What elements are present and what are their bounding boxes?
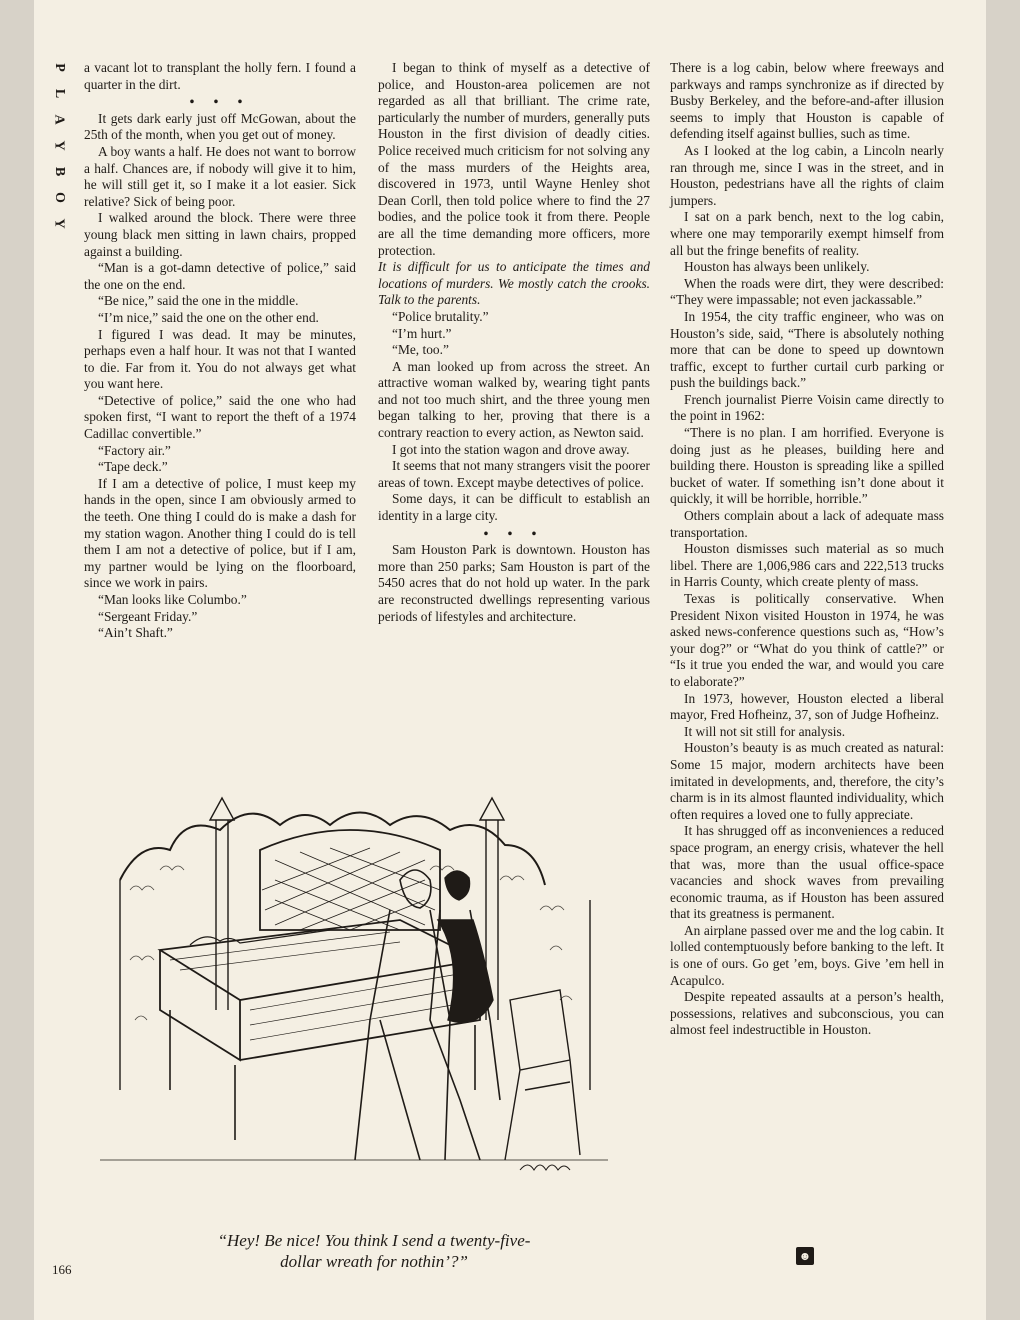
running-head-letter: A [52,114,67,126]
paragraph: If I am a detective of police, I must keep my hands in the open, since I am obviously armed to the teeth. One thing I could do is make a dash for my station wagon. Another thing I could do is tell them I am not a detective of police, but if I am, my partner would be lying on the floorboard, since we work in pairs. [84,475,356,591]
cartoon-illustration [100,760,608,1200]
paragraph: “Police brutality.” [392,308,489,324]
running-head-letter: P [52,63,67,73]
running-head-letter: Y [52,140,67,152]
page-number: 166 [52,1262,72,1277]
end-mark-icon: ☻ [796,1247,814,1265]
section-break: • • • [189,94,251,110]
paragraph: I got into the station wagon and drove away. [392,441,630,457]
paragraph: Some days, it can be difficult to establish an identity in a large city. [378,491,650,524]
caption-line-2: dollar wreath for nothin’?” [280,1252,468,1271]
paragraph: When the roads were dirt, they were described: “They were impassable; not even jackassable.” [670,275,944,308]
paragraph: French journalist Pierre Voisin came directly to the point in 1962: [670,391,944,424]
paragraph: It gets dark early just off McGowan, about the 25th of the month, when you get out of money. [84,110,356,143]
paragraph: In 1973, however, Houston elected a liberal mayor, Fred Hofheinz, 37, son of Judge Hofheinz. [670,690,944,723]
paragraph: I walked around the block. There were three young black men sitting in lawn chairs, propped against a building. [84,210,356,259]
paragraph: In 1954, the city traffic engineer, who was on Houston’s side, said, “There is absolutely nothing more that can be done to speed up downtown traffic, except to further curtail curb parking or push the buildings back.” [670,308,944,391]
paragraph: Others complain about a lack of adequate mass transportation. [670,508,944,540]
paragraph: I figured I was dead. It may be minutes, perhaps even a half hour. It was not that I wanted to die. Far from it. You do not always get what you want here. [84,326,356,392]
caption-line-1: “Hey! Be nice! You think I send a twenty-five- [217,1231,531,1250]
running-head-letter: L [52,88,67,100]
paragraph: a vacant lot to transplant the holly fern. I found a quarter in the dirt. [84,60,356,92]
paragraph: Houston dismisses such material as so much libel. There are 1,006,986 cars and 222,513 trucks in Harris County, which create plenty of mass. [670,541,944,590]
paragraph: “Ain’t Shaft.” [98,625,173,641]
paragraph: Houston has always been unlikely. [684,259,870,275]
text-column-2 [378,60,650,625]
paragraph: A boy wants a half. He does not want to borrow a half. Chances are, if nobody will give it to him, he will still get it, so I make it a lot easier. Sick relative? Sick of being poor. [84,143,356,209]
paragraph: As I looked at the log cabin, a Lincoln nearly ran through me, since I was in the street, and in Houston, pedestrians have all the rights of claim jumpers. [670,142,944,208]
text-column-3 [670,60,944,1039]
paragraph: “I’m nice,” said the one on the other end. [98,309,319,325]
paragraph: “Me, too.” [392,342,449,358]
paragraph: Houston’s beauty is as much created as natural: Some 15 major, modern architects have been imitated in developments, and, therefore, the city’s charm is in its almost flaunted individuality, which often requires a loved one to fully appreciate. [670,740,944,822]
paragraph: It is difficult for us to anticipate the times and locations of murders. We mostly catch the crooks. Talk to the parents. [378,259,650,308]
paragraph: A man looked up from across the street. An attractive woman walked by, wearing tight pants and not too much shirt, and the three young men began talking to her, proving that there is a contrary reaction to every action, as Newton said. [378,358,650,441]
paragraph: “Sergeant Friday.” [98,608,198,624]
paragraph: Texas is politically conservative. When President Nixon visited Houston in 1974, he was asked news-conference questions such as, “How’s your dog?” or “What do you think of cattle?” or “Is it true you ended the war, and would you care to elaborate?” [670,591,944,689]
paragraph: “Be nice,” said the one in the middle. [98,293,299,309]
section-break: • • • [483,525,545,541]
paragraph: “Man looks like Columbo.” [98,592,247,607]
paragraph: I began to think of myself as a detective of police, and Houston-area policemen are not regarded as all that brilliant. The crime rate, particularly the number of murders, generally puts Houston in the first division of deadly cities. Police received much criticism for not solving any of the mass murders of the Heights area, discovered in 1973, until Wayne Henley shot Dean Corll, then told police where to find the 27 bodies, and the police took it from there. People are all the time demanding more officers, more protection. [378,60,650,258]
paragraph: “Detective of police,” said the one who had spoken first, “I want to report the theft of a 1974 Cadillac convertible.” [84,392,356,442]
paragraph: “Tape deck.” [98,459,168,475]
paragraph: “I’m hurt.” [392,325,452,341]
text-column-1 [84,60,356,642]
magazine-page [34,0,986,1320]
paragraph: “Man is a got-damn detective of police,” said the one on the end. [84,260,356,292]
paragraph: Despite repeated assaults at a person’s health, possessions, relatives and subconscious, you can almost feel indestructible in Houston. [670,989,944,1038]
paragraph: Sam Houston Park is downtown. Houston has more than 250 parks; Sam Houston is part of the 5450 acres that do not hold up water. In the park are reconstructed dwellings representing various periods of lifestyles and architecture. [378,542,650,624]
running-head [48,58,70,234]
paragraph: “There is no plan. I am horrified. Everyone is doing just as he pleases, building here and building there. Houston is spreading like a spilled bucket of water. If something isn’t done about it quickly, it will be horrible, horrible.” [670,425,944,507]
cartoon-caption [134,1230,614,1272]
running-head-letter: O [51,192,67,204]
paragraph: I sat on a park bench, next to the log cabin, where one may temporarily exempt himself from all but the fringe benefits of reality. [670,209,944,258]
paragraph: There is a log cabin, below where freeways and parkways and ramps synchronize as if directed by Busby Berkeley, and the before-and-after illusion seems to imply that Houston is capable of defending itself against bullies, such as time. [670,60,944,142]
paragraph: It has shrugged off as inconveniences a reduced space program, an energy crisis, whatever the hell that was, more than the usual office-space vacancies and shock waves from prevailing economic trauma, as if Houston has been assured that its greatness is permanent. [670,823,944,922]
paragraph: It will not sit still for analysis. [684,723,846,739]
running-head-letter: B [52,166,67,178]
running-head-letter: Y [52,218,67,230]
paragraph: An airplane passed over me and the log cabin. It lolled contemptuously before banking to the left. It is one of ours. Go get ’em, boys. Give ’em hell in Acapulco. [670,922,944,988]
paragraph: “Factory air.” [98,442,171,458]
paragraph: It seems that not many strangers visit the poorer areas of town. Except maybe detectives of police. [378,458,650,490]
